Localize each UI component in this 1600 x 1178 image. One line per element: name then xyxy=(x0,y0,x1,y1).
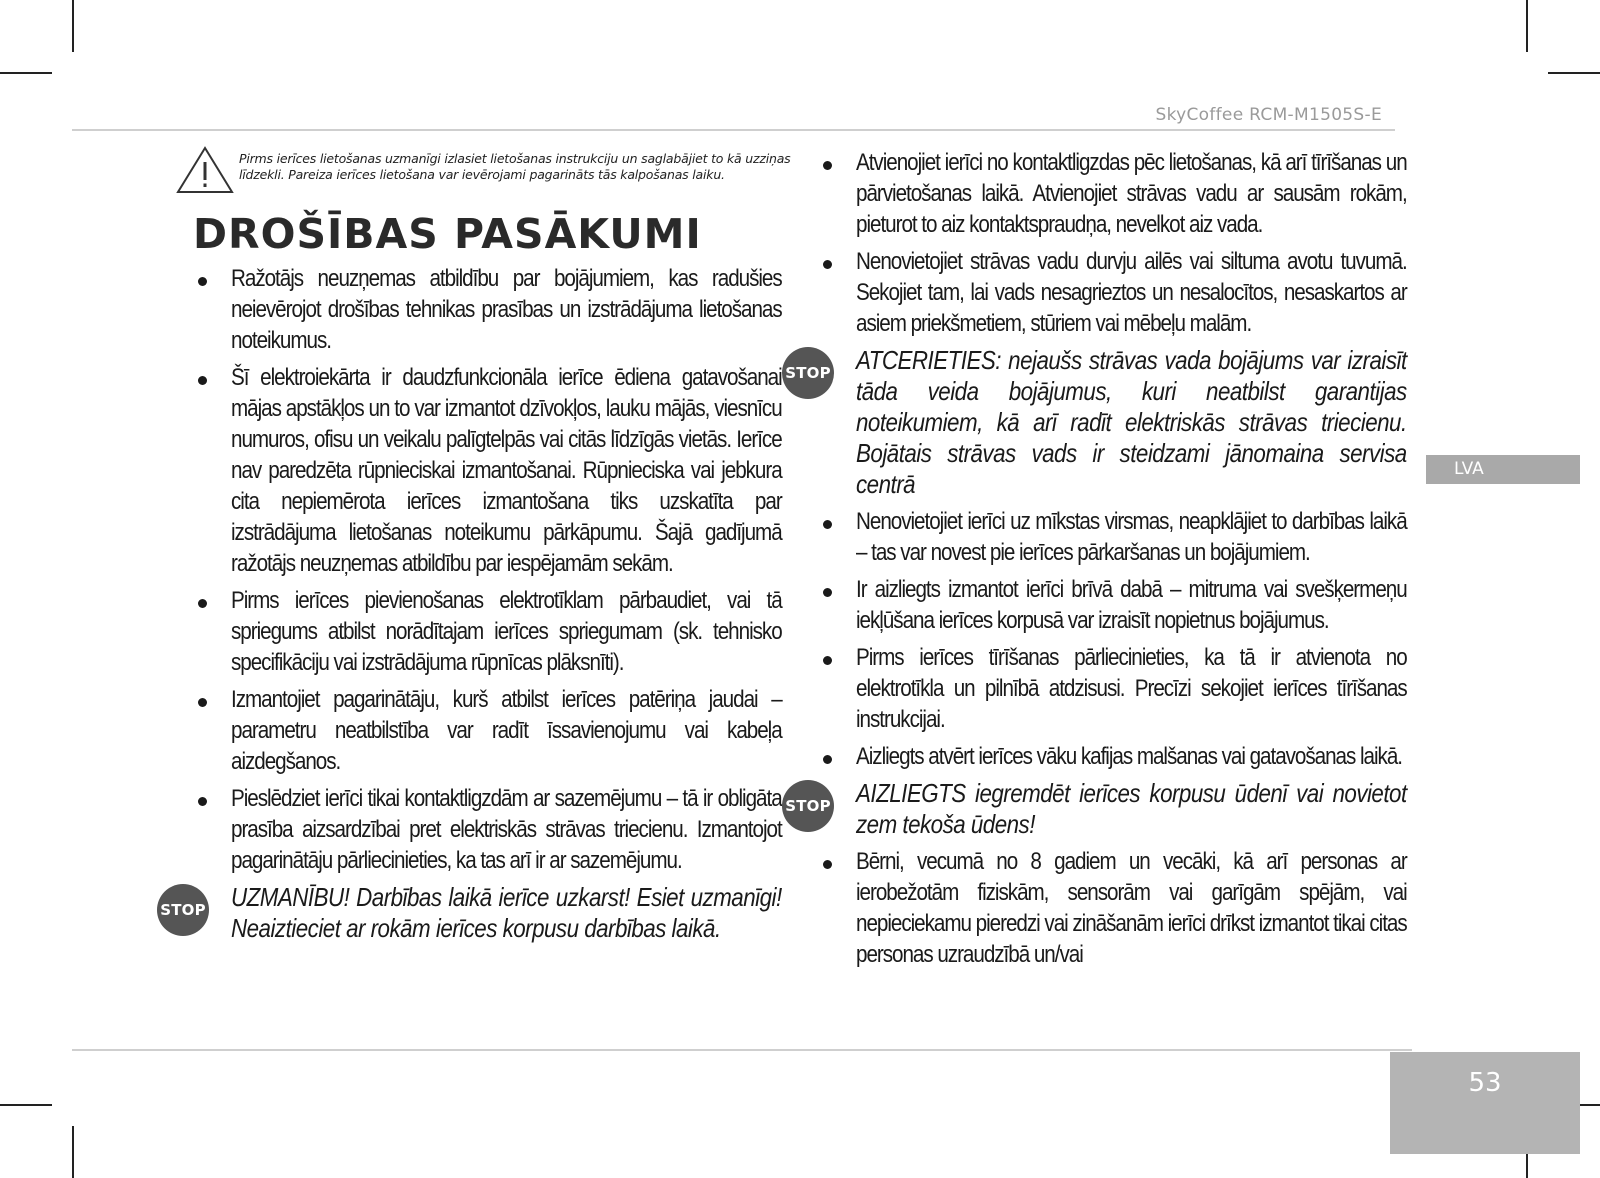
list-item xyxy=(818,642,1408,735)
language-tab: LVA xyxy=(1426,455,1580,484)
item-text: Bērni, vecumā no 8 gadiem un vecāki, kā arī personas ar ierobežotām fiziskām, sensorām vai garīgām spējām, vai nepieciekamu pieredzi vai zināšanām ierīci drīkst izmantot tikai citas personas uzraudzībā un/vai xyxy=(856,848,1407,968)
item-text: Atvienojiet ierīci no kontaktligzdas pēc lietošanas, kā arī tīrīšanas un pārvietošanas laikā. Atvienojiet strāvas vadu ar sausām rokām, pieturot to aiz kontaktspraudņa, nevelkot aiz vada. xyxy=(856,149,1407,238)
bullet-icon xyxy=(823,656,832,665)
list-item xyxy=(818,506,1408,568)
bullet-icon xyxy=(198,698,207,707)
stop-icon: STOP xyxy=(782,780,834,832)
item-text: Izmantojiet pagarinātāju, kurš atbilst ierīces patēriņa jaudai – parametru neatbilstība var radīt īssavienojumu vai kabeļa aizdegšanos. xyxy=(231,686,782,775)
bullet-icon xyxy=(823,520,832,529)
list-item xyxy=(193,585,783,678)
list-item xyxy=(818,741,1408,772)
notice-text: Pirms ierīces lietošanas uzmanīgi izlasiet lietošanas instrukciju un saglabājiet to kā uzziņas līdzekli. Pareiza ierīces lietošana var ievērojami pagarināts tās kalpošanas laiku. xyxy=(239,151,791,182)
list-item xyxy=(193,362,783,579)
list-item xyxy=(818,846,1408,970)
bullet-icon xyxy=(823,588,832,597)
bullet-icon xyxy=(198,277,207,286)
item-text: Nenovietojiet ierīci uz mīkstas virsmas, neapklājiet to darbības laikā – tas var novest pie ierīces pārkaršanas un bojājumiem. xyxy=(856,508,1407,566)
bullet-icon xyxy=(823,161,832,170)
stop-icon: STOP xyxy=(782,347,834,399)
item-text: ATCERIETIES: nejaušs strāvas vada bojājums var izraisīt tāda veida bojājumus, kuri neatbilst garantijas noteikumiem, kā arī radīt elektriskās strāvas triecienu. Bojātais strāvas vads ir steidzami jānomaina servisa centrā xyxy=(856,345,1407,499)
list-item xyxy=(193,263,783,356)
crop-mark xyxy=(1526,0,1528,52)
bullet-icon xyxy=(198,376,207,385)
bullet-icon xyxy=(823,860,832,869)
item-text: Ir aizliegts izmantot ierīci brīvā dabā – mitruma vai svešķermeņu iekļūšana ierīces korpusā var izraisīt nopietnus bojājumus. xyxy=(856,576,1407,634)
item-text: Nenovietojiet strāvas vadu durvju ailēs vai siltuma avotu tuvumā. Sekojiet tam, lai vads nesagrieztos un nesalocītos, nesaskartos ar asiem priekšmetiem, stūriem vai mēbeļu malām. xyxy=(856,248,1407,337)
item-text: Ražotājs neuzņemas atbildību par bojājumiem, kas radušies neievērojot drošības tehnikas prasības un izstrādājuma lietošanas noteikumus. xyxy=(231,265,782,354)
stop-icon: STOP xyxy=(157,884,209,936)
reading-notice xyxy=(175,145,791,195)
warning-triangle-icon xyxy=(175,145,235,195)
stop-warning xyxy=(160,882,783,944)
bullet-icon xyxy=(823,260,832,269)
stop-warning xyxy=(785,345,1408,500)
crop-mark xyxy=(72,1126,74,1178)
bullet-icon xyxy=(823,755,832,764)
crop-mark xyxy=(1548,72,1600,74)
footer-rule xyxy=(72,1049,1412,1051)
item-text: Pieslēdziet ierīci tikai kontaktligzdām ar sazemējumu – tā ir obligāta prasība aizsardzībai pret elektriskās strāvas triecienu. Izmantojot pagarinātāju pārliecinieties, ka tas arī ir ar sazemējumu. xyxy=(231,785,782,874)
list-item xyxy=(818,147,1408,240)
left-column xyxy=(160,263,783,950)
page-title: DROŠĪBAS PASĀKUMI xyxy=(193,210,702,258)
list-item xyxy=(193,783,783,876)
product-model: SkyCoffee RCM-M1505S-E xyxy=(1155,105,1382,125)
item-text: Pirms ierīces tīrīšanas pārliecinieties, ka tā ir atvienota no elektrotīkla un pilnībā atdzisusi. Precīzi sekojiet ierīces tīrīšanas instrukcijai. xyxy=(856,644,1407,733)
bullet-icon xyxy=(198,797,207,806)
bullet-icon xyxy=(198,599,207,608)
header-rule xyxy=(72,129,1395,131)
list-item xyxy=(818,246,1408,339)
list-item xyxy=(818,574,1408,636)
list-item xyxy=(193,684,783,777)
item-text: Šī elektroiekārta ir daudzfunkcionāla ierīce ēdiena gatavošanai mājas apstākļos un to var izmantot dzīvokļos, lauku mājās, viesnīcu numuros, ofisu un veikalu palīgtelpās vai citās līdzīgās vietās. Ierīce nav paredzēta rūpnieciskai izmantošanai. Rūpnieciska vai jebkura cita nepiemērota ierīces izmantošana tiks uzskatīta par izstrādājuma lietošanas noteikumu pārkāpumu. Šajā gadījumā ražotājs neuzņemas atbildību par iespējamām sekām. xyxy=(231,364,782,577)
crop-mark xyxy=(0,1104,52,1106)
item-text: UZMANĪBU! Darbības laikā ierīce uzkarst! Esiet uzmanīgi! Neaiztieciet ar rokām ierīces korpusu darbības laikā. xyxy=(231,882,782,943)
right-column xyxy=(785,147,1408,976)
stop-warning xyxy=(785,778,1408,840)
page-number: 53 xyxy=(1390,1052,1580,1154)
item-text: Pirms ierīces pievienošanas elektrotīklam pārbaudiet, vai tā spriegums atbilst norādītajam ierīces spriegumam (sk. tehnisko specifikāciju vai izstrādājuma rūpnīcas plāksnīti). xyxy=(231,587,782,676)
item-text: Aizliegts atvērt ierīces vāku kafijas malšanas vai gatavošanas laikā. xyxy=(856,743,1402,770)
crop-mark xyxy=(0,72,52,74)
item-text: AIZLIEGTS iegremdēt ierīces korpusu ūdenī vai novietot zem tekoša ūdens! xyxy=(856,778,1407,839)
crop-mark xyxy=(72,0,74,52)
